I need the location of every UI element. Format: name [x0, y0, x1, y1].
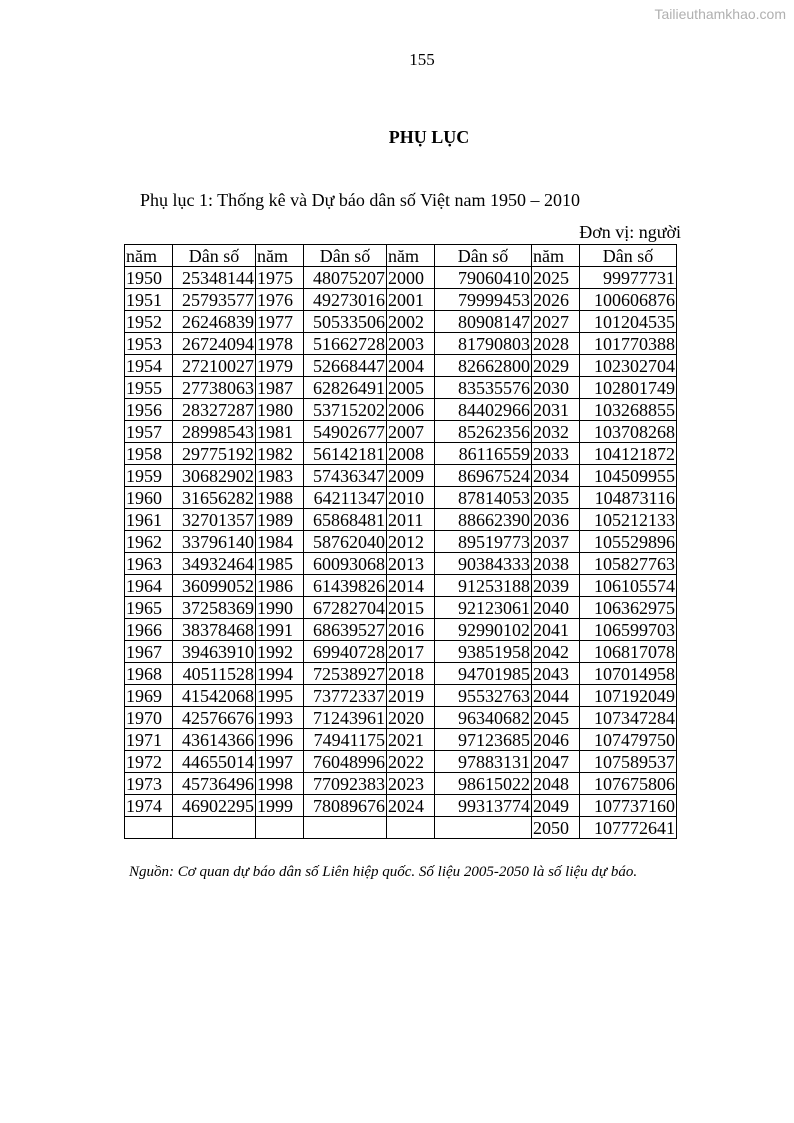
year-cell: 1983 [256, 465, 304, 487]
year-cell: 2020 [387, 707, 435, 729]
table-row [125, 267, 677, 289]
year-cell: 2011 [387, 509, 435, 531]
population-cell: 28327287 [173, 399, 256, 421]
population-cell: 100606876 [580, 289, 677, 311]
population-cell: 105212133 [580, 509, 677, 531]
population-cell: 106817078 [580, 641, 677, 663]
source-note: Nguồn: Cơ quan dự báo dân số Liên hiệp quốc. Số liệu 2005-2050 là số liệu dự báo. [129, 864, 638, 880]
population-cell: 94701985 [435, 663, 532, 685]
header-year: năm [532, 245, 580, 267]
population-cell [304, 817, 387, 839]
population-cell: 104509955 [580, 465, 677, 487]
year-cell: 1994 [256, 663, 304, 685]
table-row [125, 531, 677, 553]
year-cell: 2030 [532, 377, 580, 399]
year-cell: 2015 [387, 597, 435, 619]
year-cell: 1953 [125, 333, 173, 355]
table-row [125, 707, 677, 729]
population-cell [173, 817, 256, 839]
year-cell: 1963 [125, 553, 173, 575]
population-cell: 36099052 [173, 575, 256, 597]
population-cell: 68639527 [304, 619, 387, 641]
population-cell: 25793577 [173, 289, 256, 311]
population-cell: 49273016 [304, 289, 387, 311]
population-cell: 48075207 [304, 267, 387, 289]
year-cell: 2039 [532, 575, 580, 597]
page-title: PHỤ LỤC [388, 127, 470, 147]
population-cell: 102302704 [580, 355, 677, 377]
table-row [125, 641, 677, 663]
population-cell: 69940728 [304, 641, 387, 663]
population-cell: 57436347 [304, 465, 387, 487]
year-cell: 2050 [532, 817, 580, 839]
year-cell: 2045 [532, 707, 580, 729]
population-cell: 74941175 [304, 729, 387, 751]
population-cell: 82662800 [435, 355, 532, 377]
year-cell: 2042 [532, 641, 580, 663]
population-cell: 107192049 [580, 685, 677, 707]
year-cell: 1956 [125, 399, 173, 421]
population-cell: 32701357 [173, 509, 256, 531]
population-cell: 62826491 [304, 377, 387, 399]
population-cell: 42576676 [173, 707, 256, 729]
population-cell: 60093068 [304, 553, 387, 575]
table-row [125, 333, 677, 355]
year-cell: 1985 [256, 553, 304, 575]
population-cell: 99313774 [435, 795, 532, 817]
population-cell: 29775192 [173, 443, 256, 465]
year-cell: 2018 [387, 663, 435, 685]
table-row [125, 751, 677, 773]
year-cell: 1977 [256, 311, 304, 333]
header-year: năm [387, 245, 435, 267]
population-cell: 67282704 [304, 597, 387, 619]
population-cell: 34932464 [173, 553, 256, 575]
table-caption: Phụ lục 1: Thống kê và Dự báo dân số Việt nam 1950 – 2010 [140, 190, 580, 210]
year-cell: 2025 [532, 267, 580, 289]
year-cell: 2023 [387, 773, 435, 795]
year-cell: 2034 [532, 465, 580, 487]
population-cell: 80908147 [435, 311, 532, 333]
year-cell: 1979 [256, 355, 304, 377]
table-header-row [125, 245, 677, 267]
population-cell: 104873116 [580, 487, 677, 509]
unit-label: Đơn vị: người [579, 222, 681, 242]
year-cell: 2001 [387, 289, 435, 311]
year-cell: 2014 [387, 575, 435, 597]
year-cell: 2028 [532, 333, 580, 355]
population-cell: 101204535 [580, 311, 677, 333]
year-cell [387, 817, 435, 839]
year-cell: 1962 [125, 531, 173, 553]
year-cell: 1988 [256, 487, 304, 509]
population-cell: 107347284 [580, 707, 677, 729]
year-cell: 1951 [125, 289, 173, 311]
year-cell: 1958 [125, 443, 173, 465]
year-cell: 2004 [387, 355, 435, 377]
year-cell: 1960 [125, 487, 173, 509]
year-cell: 2017 [387, 641, 435, 663]
year-cell: 1967 [125, 641, 173, 663]
year-cell: 2029 [532, 355, 580, 377]
population-cell: 54902677 [304, 421, 387, 443]
table-row [125, 289, 677, 311]
year-cell: 2044 [532, 685, 580, 707]
header-year: năm [125, 245, 173, 267]
year-cell: 1982 [256, 443, 304, 465]
population-cell: 101770388 [580, 333, 677, 355]
year-cell: 1964 [125, 575, 173, 597]
population-cell: 86116559 [435, 443, 532, 465]
population-cell: 88662390 [435, 509, 532, 531]
population-cell: 104121872 [580, 443, 677, 465]
population-cell: 38378468 [173, 619, 256, 641]
table-row [125, 443, 677, 465]
table-row [125, 597, 677, 619]
population-cell: 107772641 [580, 817, 677, 839]
year-cell: 2019 [387, 685, 435, 707]
population-cell: 64211347 [304, 487, 387, 509]
table-row [125, 421, 677, 443]
watermark: Tailieuthamkhao.com [654, 6, 786, 22]
population-cell: 95532763 [435, 685, 532, 707]
year-cell: 2010 [387, 487, 435, 509]
year-cell: 2006 [387, 399, 435, 421]
population-cell: 90384333 [435, 553, 532, 575]
population-cell: 98615022 [435, 773, 532, 795]
year-cell [125, 817, 173, 839]
population-cell: 76048996 [304, 751, 387, 773]
year-cell: 1965 [125, 597, 173, 619]
population-cell: 51662728 [304, 333, 387, 355]
population-cell: 106362975 [580, 597, 677, 619]
population-cell: 99977731 [580, 267, 677, 289]
table-row [125, 663, 677, 685]
population-cell: 103268855 [580, 399, 677, 421]
year-cell: 1997 [256, 751, 304, 773]
year-cell: 2040 [532, 597, 580, 619]
year-cell: 2032 [532, 421, 580, 443]
year-cell: 2024 [387, 795, 435, 817]
population-cell: 30682902 [173, 465, 256, 487]
population-cell: 46902295 [173, 795, 256, 817]
population-cell: 65868481 [304, 509, 387, 531]
year-cell: 2049 [532, 795, 580, 817]
year-cell: 1976 [256, 289, 304, 311]
year-cell: 1961 [125, 509, 173, 531]
table-row [125, 377, 677, 399]
population-cell: 37258369 [173, 597, 256, 619]
year-cell: 2005 [387, 377, 435, 399]
population-cell: 40511528 [173, 663, 256, 685]
year-cell: 1987 [256, 377, 304, 399]
population-cell: 86967524 [435, 465, 532, 487]
population-cell: 39463910 [173, 641, 256, 663]
population-cell: 79060410 [435, 267, 532, 289]
population-cell: 107675806 [580, 773, 677, 795]
year-cell: 2009 [387, 465, 435, 487]
population-cell: 91253188 [435, 575, 532, 597]
year-cell: 1974 [125, 795, 173, 817]
header-population: Dân số [173, 245, 256, 267]
year-cell: 1950 [125, 267, 173, 289]
population-cell: 25348144 [173, 267, 256, 289]
population-cell: 89519773 [435, 531, 532, 553]
population-cell: 78089676 [304, 795, 387, 817]
table-row [125, 619, 677, 641]
year-cell: 1966 [125, 619, 173, 641]
population-cell: 52668447 [304, 355, 387, 377]
year-cell: 1957 [125, 421, 173, 443]
population-cell: 73772337 [304, 685, 387, 707]
population-cell: 53715202 [304, 399, 387, 421]
population-cell: 87814053 [435, 487, 532, 509]
population-cell: 84402966 [435, 399, 532, 421]
header-population: Dân số [435, 245, 532, 267]
population-cell [435, 817, 532, 839]
year-cell: 2007 [387, 421, 435, 443]
population-cell: 72538927 [304, 663, 387, 685]
population-cell: 31656282 [173, 487, 256, 509]
year-cell: 2033 [532, 443, 580, 465]
population-cell: 58762040 [304, 531, 387, 553]
population-cell: 97123685 [435, 729, 532, 751]
year-cell: 1959 [125, 465, 173, 487]
year-cell [256, 817, 304, 839]
population-cell: 81790803 [435, 333, 532, 355]
year-cell: 1955 [125, 377, 173, 399]
year-cell: 1999 [256, 795, 304, 817]
population-cell: 50533506 [304, 311, 387, 333]
year-cell: 2016 [387, 619, 435, 641]
population-cell: 106599703 [580, 619, 677, 641]
table-row [125, 311, 677, 333]
table-row [125, 729, 677, 751]
header-population: Dân số [304, 245, 387, 267]
population-cell: 107479750 [580, 729, 677, 751]
population-cell: 61439826 [304, 575, 387, 597]
population-cell: 97883131 [435, 751, 532, 773]
population-cell: 107014958 [580, 663, 677, 685]
year-cell: 2008 [387, 443, 435, 465]
year-cell: 1970 [125, 707, 173, 729]
year-cell: 2003 [387, 333, 435, 355]
year-cell: 1993 [256, 707, 304, 729]
table-row [125, 509, 677, 531]
table-row [125, 773, 677, 795]
population-cell: 107737160 [580, 795, 677, 817]
header-year: năm [256, 245, 304, 267]
population-cell: 107589537 [580, 751, 677, 773]
year-cell: 1973 [125, 773, 173, 795]
population-cell: 26246839 [173, 311, 256, 333]
table-row [125, 355, 677, 377]
year-cell: 1989 [256, 509, 304, 531]
year-cell: 1984 [256, 531, 304, 553]
population-cell: 102801749 [580, 377, 677, 399]
year-cell: 1980 [256, 399, 304, 421]
population-cell: 96340682 [435, 707, 532, 729]
table-row [125, 795, 677, 817]
year-cell: 2000 [387, 267, 435, 289]
population-cell: 28998543 [173, 421, 256, 443]
year-cell: 2043 [532, 663, 580, 685]
table-row [125, 575, 677, 597]
year-cell: 2036 [532, 509, 580, 531]
table-row [125, 487, 677, 509]
year-cell: 1991 [256, 619, 304, 641]
year-cell: 2027 [532, 311, 580, 333]
population-cell: 93851958 [435, 641, 532, 663]
population-cell: 77092383 [304, 773, 387, 795]
population-cell: 27210027 [173, 355, 256, 377]
table-row [125, 553, 677, 575]
table-row [125, 465, 677, 487]
year-cell: 2046 [532, 729, 580, 751]
year-cell: 1996 [256, 729, 304, 751]
population-cell: 83535576 [435, 377, 532, 399]
year-cell: 1954 [125, 355, 173, 377]
population-cell: 71243961 [304, 707, 387, 729]
population-cell: 106105574 [580, 575, 677, 597]
population-cell: 92123061 [435, 597, 532, 619]
population-cell: 105529896 [580, 531, 677, 553]
year-cell: 1972 [125, 751, 173, 773]
population-cell: 44655014 [173, 751, 256, 773]
table-row [125, 817, 677, 839]
year-cell: 1990 [256, 597, 304, 619]
population-cell: 92990102 [435, 619, 532, 641]
population-cell: 26724094 [173, 333, 256, 355]
year-cell: 2013 [387, 553, 435, 575]
population-cell: 27738063 [173, 377, 256, 399]
year-cell: 1998 [256, 773, 304, 795]
year-cell: 1975 [256, 267, 304, 289]
header-population: Dân số [580, 245, 677, 267]
year-cell: 1969 [125, 685, 173, 707]
year-cell: 1978 [256, 333, 304, 355]
year-cell: 1968 [125, 663, 173, 685]
year-cell: 2026 [532, 289, 580, 311]
population-cell: 41542068 [173, 685, 256, 707]
year-cell: 2035 [532, 487, 580, 509]
year-cell: 2048 [532, 773, 580, 795]
year-cell: 2041 [532, 619, 580, 641]
year-cell: 1986 [256, 575, 304, 597]
year-cell: 1992 [256, 641, 304, 663]
population-cell: 43614366 [173, 729, 256, 751]
table-row [125, 685, 677, 707]
population-cell: 105827763 [580, 553, 677, 575]
year-cell: 2038 [532, 553, 580, 575]
population-cell: 56142181 [304, 443, 387, 465]
year-cell: 2002 [387, 311, 435, 333]
population-cell: 79999453 [435, 289, 532, 311]
year-cell: 1952 [125, 311, 173, 333]
table-row [125, 399, 677, 421]
year-cell: 2037 [532, 531, 580, 553]
page-number: 155 [409, 50, 435, 69]
year-cell: 2021 [387, 729, 435, 751]
population-cell: 33796140 [173, 531, 256, 553]
year-cell: 1971 [125, 729, 173, 751]
population-cell: 103708268 [580, 421, 677, 443]
year-cell: 2031 [532, 399, 580, 421]
population-cell: 45736496 [173, 773, 256, 795]
population-table [124, 244, 677, 839]
year-cell: 2012 [387, 531, 435, 553]
year-cell: 1995 [256, 685, 304, 707]
population-cell: 85262356 [435, 421, 532, 443]
year-cell: 1981 [256, 421, 304, 443]
year-cell: 2047 [532, 751, 580, 773]
year-cell: 2022 [387, 751, 435, 773]
